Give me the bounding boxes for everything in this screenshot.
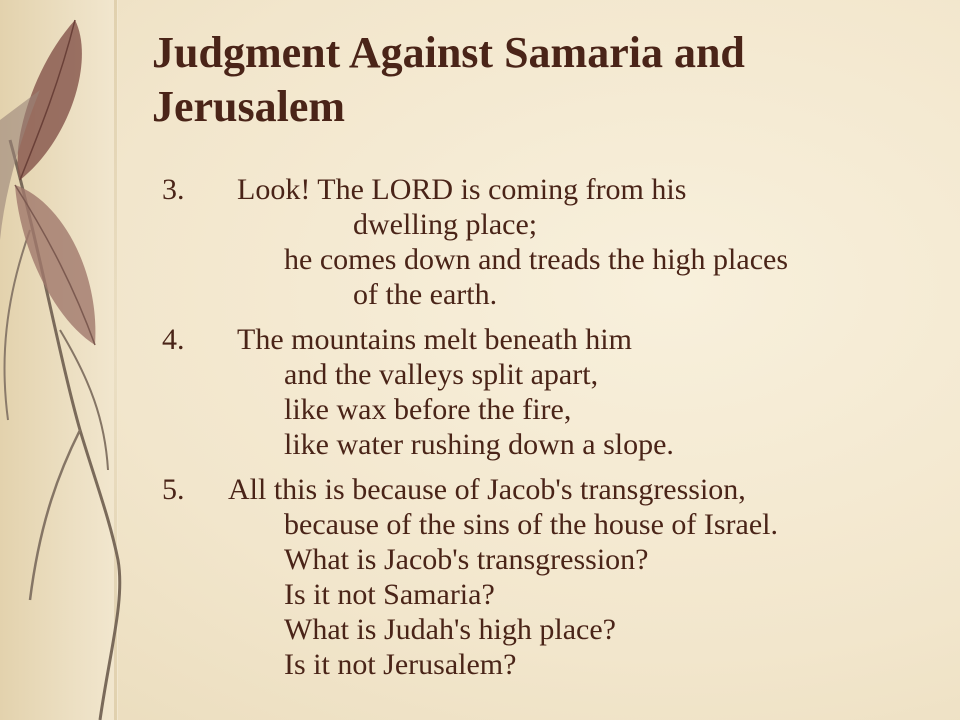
- verse-line: What is Jacob's transgression?: [284, 543, 649, 576]
- verse-number: 3.: [162, 173, 185, 206]
- verse-number: 5.: [162, 473, 185, 506]
- dried-leaf-branch-illustration: [0, 0, 140, 720]
- verse-line: What is Judah's high place?: [284, 613, 616, 646]
- verse-3: [160, 172, 940, 312]
- verse-line: Is it not Samaria?: [284, 578, 495, 611]
- verse-line: Is it not Jerusalem?: [284, 648, 517, 681]
- slide-title: Judgment Against Samaria and Jerusalem: [152, 28, 745, 131]
- verse-line: All this is because of Jacob's transgression,: [228, 473, 746, 506]
- verse-line: and the valleys split apart,: [284, 358, 599, 391]
- verse-line: he comes down and treads the high places: [284, 243, 789, 276]
- verse-line: Look! The LORD is coming from his: [237, 173, 687, 206]
- verse-line: dwelling place;: [353, 208, 538, 241]
- verse-number: 4.: [162, 323, 185, 356]
- verse-line: The mountains melt beneath him: [237, 323, 632, 356]
- verse-line: of the earth.: [353, 278, 498, 311]
- verse-line: like wax before the fire,: [284, 393, 572, 426]
- verse-4: [160, 322, 940, 462]
- verse-5: [160, 472, 940, 682]
- verse-line: because of the sins of the house of Israel.: [284, 508, 779, 541]
- verse-line: like water rushing down a slope.: [284, 428, 674, 461]
- scripture-passage: [160, 172, 940, 682]
